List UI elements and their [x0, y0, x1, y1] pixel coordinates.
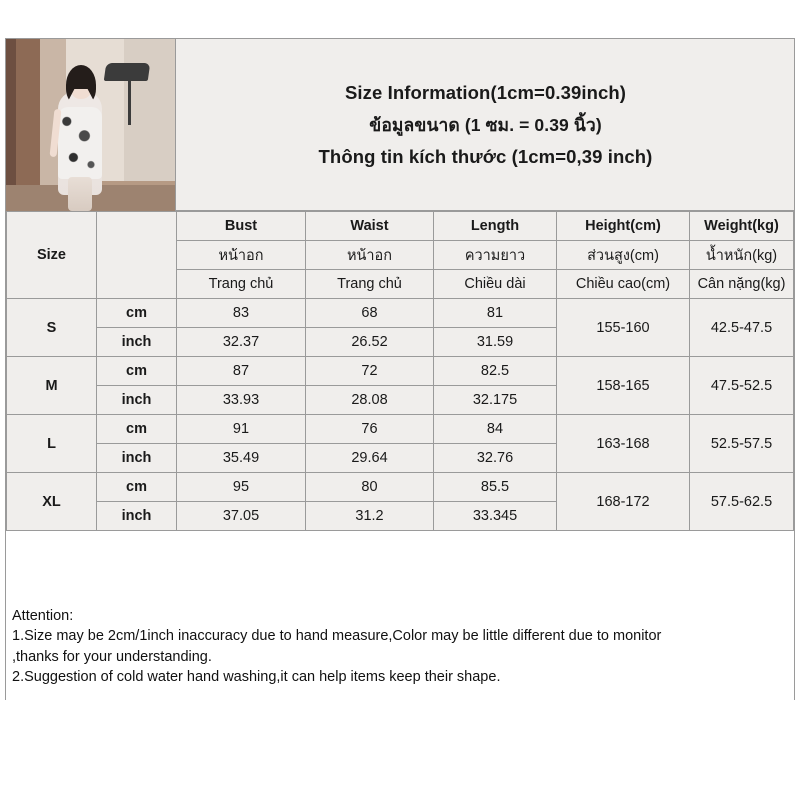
- m-bust-inch: 33.93: [177, 386, 306, 415]
- title-block: [177, 39, 794, 211]
- size-header-cell: Size: [7, 212, 97, 299]
- lamp-icon: [104, 63, 151, 81]
- l-waist-inch: 29.64: [306, 444, 434, 473]
- header-length-vi: Chiều dài: [434, 270, 557, 299]
- header-bust-en: Bust: [177, 212, 306, 241]
- header-weight-vi: Cân nặng(kg): [690, 270, 794, 299]
- unit-inch: inch: [97, 386, 177, 415]
- s-bust-inch: 32.37: [177, 328, 306, 357]
- l-weight: 52.5-57.5: [690, 415, 794, 473]
- xl-length-cm: 85.5: [434, 473, 557, 502]
- table-row: [7, 357, 794, 386]
- unit-cm: cm: [97, 299, 177, 328]
- s-bust-cm: 83: [177, 299, 306, 328]
- table-row: [7, 299, 794, 328]
- floral-dress-shape: [58, 107, 102, 179]
- header-waist-en: Waist: [306, 212, 434, 241]
- row-size-xl: XL: [7, 473, 97, 531]
- row-size-s: S: [7, 299, 97, 357]
- attention-line-1b: ,thanks for your understanding.: [12, 648, 212, 665]
- title-thai: ข้อมูลขนาด (1 ซม. = 0.39 นิ้ว): [369, 115, 602, 135]
- table-row: [7, 415, 794, 444]
- model-photo: [6, 39, 176, 211]
- unit-header-cell: [97, 212, 177, 299]
- model-legs-shape: [68, 177, 92, 211]
- m-height: 158-165: [557, 357, 690, 415]
- header-weight-th: น้ำหนัก(kg): [690, 241, 794, 270]
- row-size-l: L: [7, 415, 97, 473]
- header-length-th: ความยาว: [434, 241, 557, 270]
- xl-waist-inch: 31.2: [306, 502, 434, 531]
- l-waist-cm: 76: [306, 415, 434, 444]
- unit-cm: cm: [97, 357, 177, 386]
- title-vietnamese: Thông tin kích thước (1cm=0,39 inch): [318, 146, 653, 167]
- l-bust-cm: 91: [177, 415, 306, 444]
- s-length-inch: 31.59: [434, 328, 557, 357]
- m-waist-inch: 28.08: [306, 386, 434, 415]
- header-bust-vi: Trang chủ: [177, 270, 306, 299]
- header-height-vi: Chiều cao(cm): [557, 270, 690, 299]
- xl-bust-cm: 95: [177, 473, 306, 502]
- unit-inch: inch: [97, 444, 177, 473]
- header-waist-th: หน้าอก: [306, 241, 434, 270]
- l-height: 163-168: [557, 415, 690, 473]
- m-waist-cm: 72: [306, 357, 434, 386]
- unit-inch: inch: [97, 328, 177, 357]
- m-bust-cm: 87: [177, 357, 306, 386]
- m-length-cm: 82.5: [434, 357, 557, 386]
- s-weight: 42.5-47.5: [690, 299, 794, 357]
- header-weight-en: Weight(kg): [690, 212, 794, 241]
- table-row: [7, 473, 794, 502]
- unit-inch: inch: [97, 502, 177, 531]
- s-waist-cm: 68: [306, 299, 434, 328]
- header-band: [6, 39, 794, 211]
- header-height-en: Height(cm): [557, 212, 690, 241]
- m-length-inch: 32.175: [434, 386, 557, 415]
- l-length-cm: 84: [434, 415, 557, 444]
- xl-waist-cm: 80: [306, 473, 434, 502]
- xl-bust-inch: 37.05: [177, 502, 306, 531]
- header-bust-th: หน้าอก: [177, 241, 306, 270]
- s-length-cm: 81: [434, 299, 557, 328]
- unit-cm: cm: [97, 415, 177, 444]
- attention-block: [6, 601, 794, 700]
- table-header-row-en: [7, 212, 794, 241]
- lamp-stem-icon: [128, 79, 131, 125]
- l-length-inch: 32.76: [434, 444, 557, 473]
- size-table: [6, 211, 794, 531]
- s-waist-inch: 26.52: [306, 328, 434, 357]
- xl-height: 168-172: [557, 473, 690, 531]
- xl-weight: 57.5-62.5: [690, 473, 794, 531]
- s-height: 155-160: [557, 299, 690, 357]
- header-waist-vi: Trang chủ: [306, 270, 434, 299]
- attention-line-2: 2.Suggestion of cold water hand washing,it can help items keep their shape.: [12, 668, 501, 685]
- header-length-en: Length: [434, 212, 557, 241]
- title-english: Size Information(1cm=0.39inch): [344, 82, 627, 103]
- xl-length-inch: 33.345: [434, 502, 557, 531]
- l-bust-inch: 35.49: [177, 444, 306, 473]
- header-height-th: ส่วนสูง(cm): [557, 241, 690, 270]
- unit-cm: cm: [97, 473, 177, 502]
- size-chart-frame: [5, 38, 795, 700]
- attention-heading: Attention:: [12, 608, 74, 624]
- m-weight: 47.5-52.5: [690, 357, 794, 415]
- attention-line-1: 1.Size may be 2cm/1inch inaccuracy due to hand measure,Color may be little different due to monitor: [12, 628, 662, 645]
- row-size-m: M: [7, 357, 97, 415]
